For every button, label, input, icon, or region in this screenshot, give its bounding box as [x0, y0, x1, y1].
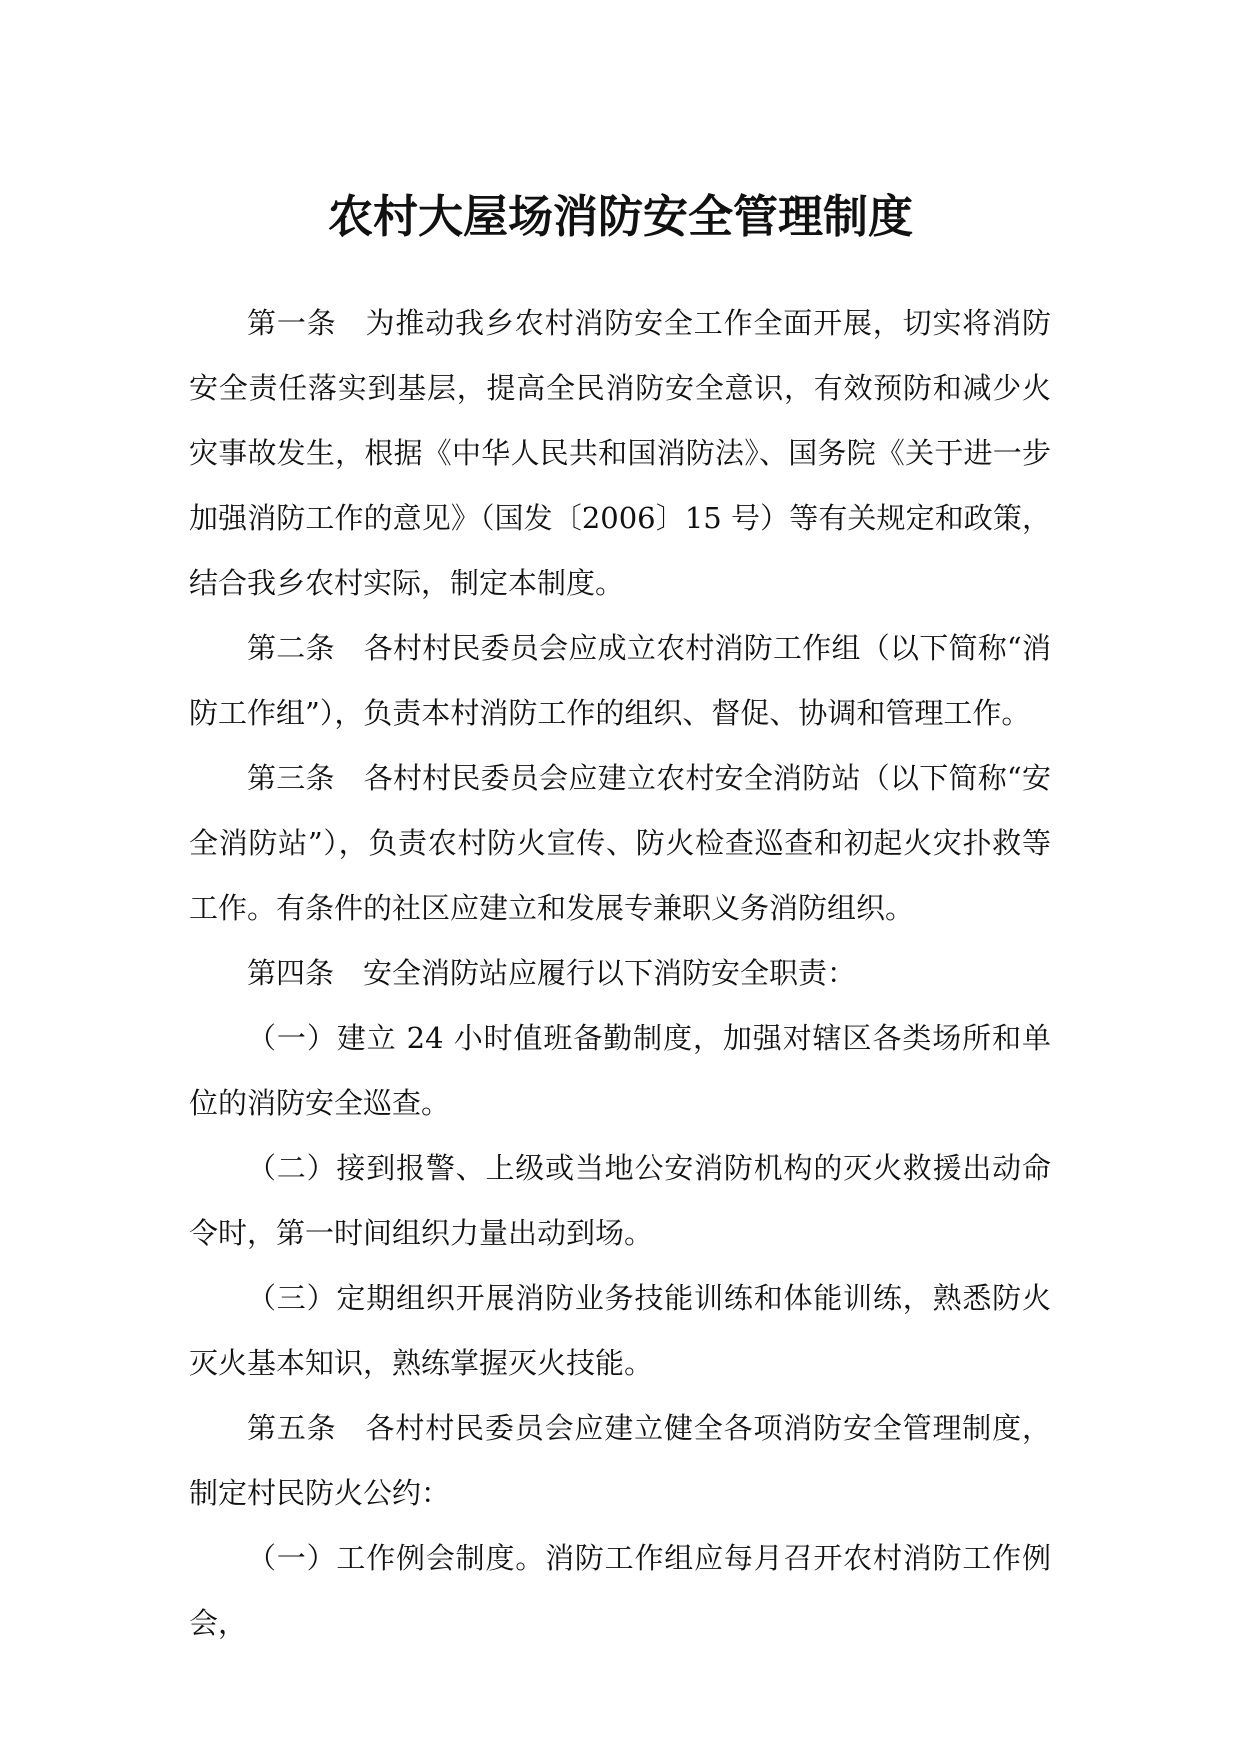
- article-text: 各村村民委员会应建立农村安全消防站（以下简称“安全消防站”），负责农村防火宣传、防火检查巡查和初起火灾扑救等工作。有条件的社区应建立和发展专兼职义务消防组织。: [189, 761, 1051, 925]
- article-2: [189, 616, 1051, 746]
- item-text: （一）工作例会制度。消防工作组应每月召开农村消防工作例会，: [189, 1541, 1051, 1640]
- article-4-item-1: [189, 1006, 1051, 1136]
- article-4-item-3: [189, 1266, 1051, 1396]
- item-text: （二）接到报警、上级或当地公安消防机构的灭火救援出动命令时，第一时间组织力量出动到场。: [189, 1151, 1051, 1250]
- article-number: 第一条: [247, 306, 337, 340]
- article-text: 各村村民委员会应建立健全各项消防安全管理制度，制定村民防火公约：: [189, 1411, 1051, 1510]
- article-5: [189, 1396, 1051, 1526]
- article-1: [189, 291, 1051, 616]
- item-text: （三）定期组织开展消防业务技能训练和体能训练，熟悉防火灭火基本知识，熟练掌握灭火技能。: [189, 1281, 1051, 1380]
- article-number: 第四条: [247, 956, 335, 990]
- article-number: 第二条: [247, 631, 335, 665]
- article-number: 第五条: [247, 1411, 337, 1445]
- document-title: 农村大屋场消防安全管理制度: [327, 190, 913, 243]
- article-4-item-2: [189, 1136, 1051, 1266]
- document-body: [189, 291, 1051, 1656]
- article-4: [189, 941, 1051, 1006]
- item-text: （一）建立 24 小时值班备勤制度，加强对辖区各类场所和单位的消防安全巡查。: [189, 1021, 1051, 1120]
- article-number: 第三条: [247, 761, 335, 795]
- article-text: 各村村民委员会应成立农村消防工作组（以下简称“消防工作组”），负责本村消防工作的组织、督促、协调和管理工作。: [189, 631, 1051, 730]
- article-5-item-1: [189, 1526, 1051, 1656]
- article-text: 为推动我乡农村消防安全工作全面开展，切实将消防安全责任落实到基层，提高全民消防安全意识，有效预防和减少火灾事故发生，根据《中华人民共和国消防法》、国务院《关于进一步加强消防工作的意见》（国发〔2006〕15 号）等有关规定和政策，结合我乡农村实际，制定本制度。: [189, 306, 1051, 600]
- article-3: [189, 746, 1051, 941]
- article-text: 安全消防站应履行以下消防安全职责：: [363, 956, 857, 990]
